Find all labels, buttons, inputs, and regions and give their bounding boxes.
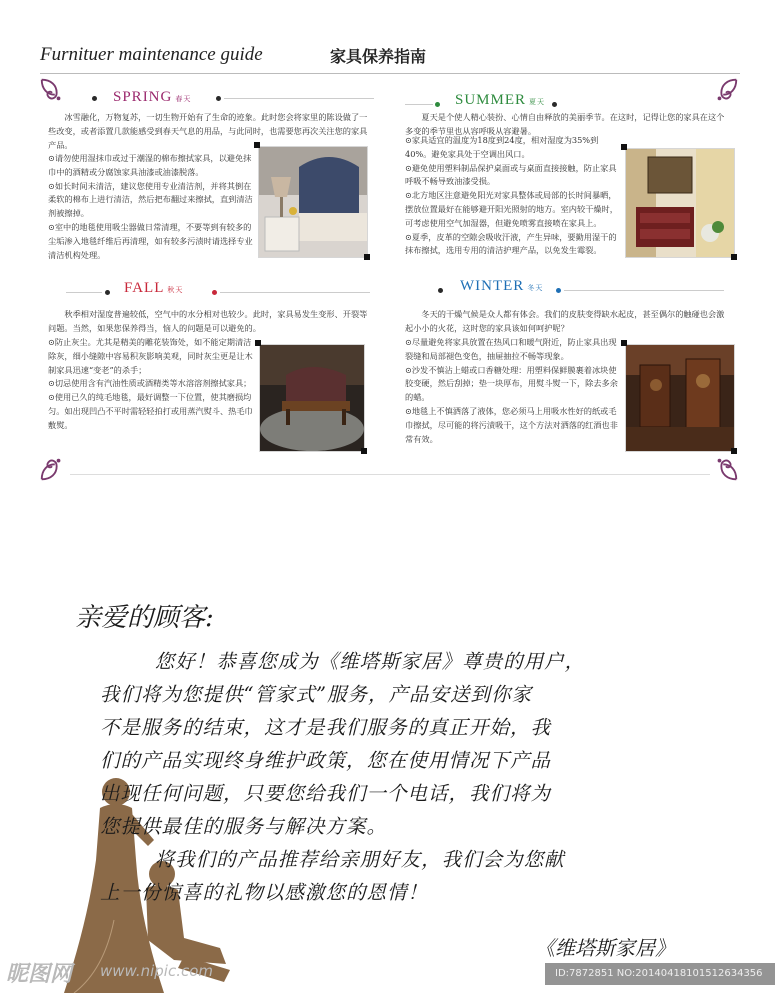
fall-tips: ⊙防止灰尘。尤其是精美的雕花装饰处，如不能定期清洁除灰，细小缝隙中容易积灰影响美观，同时灰尘更是让木制家具迅速“变老”的杀手； ⊙切忌使用含有汽油性质或酒精类等水溶溶剂擦拭家具； ⊙使用已久的纯毛地毯，最好调整一下位置，使其磨损均匀。如出现凹凸不平时需轻轻拍打或用蒸汽熨斗、热毛巾敷熨。 (48, 337, 253, 430)
title-english: Furnituer maintenance guide (40, 44, 263, 65)
letter-line: 们的产品实现终身维护政策，您在使用情况下产品 (100, 749, 552, 772)
summer-photo-corner-tl (621, 144, 627, 150)
winter-intro: 冬天的干燥气候是众人都有体会。我们的皮肤变得缺水起皮，甚至偶尔的触碰也会激起小小的火花，这时您的家具该如何呵护呢？ (405, 309, 725, 333)
summer-heading (455, 92, 545, 109)
winter-chairs-photo (625, 344, 735, 452)
flourish-bottom-left-icon (38, 455, 66, 483)
spring-heading (113, 89, 191, 106)
watermark-url: www.nipic.com (100, 962, 214, 980)
letter-signature: 《维塔斯家居》 (535, 936, 675, 960)
fall-bench-photo (259, 344, 365, 452)
summer-photo-corner-br (731, 254, 737, 260)
letter-line: 您提供最佳的服务与解决方案。 (100, 815, 388, 838)
spring-photo-corner-tl (254, 142, 260, 148)
winter-photo-corner-tl (621, 340, 627, 346)
fall-label-cn: 秋天 (167, 286, 184, 294)
fall-intro: 秋季相对湿度普遍较低，空气中的水分相对也较少。此时，家具易发生变形、开裂等问题。当然，如果您保养得当，恼人的问题是可以避免的。 (48, 309, 368, 333)
flourish-top-right-icon (712, 76, 740, 104)
letter-greeting: 亲爱的顾客: (75, 603, 214, 633)
fall-heading-line-right (220, 292, 370, 293)
winter-heading-line (564, 290, 724, 291)
letter-line: 上一份惊喜的礼物以感激您的恩情！ (100, 881, 429, 904)
flourish-bottom-right-icon (712, 455, 740, 483)
fall-photo-corner-tl (255, 340, 261, 346)
spring-dot-left (92, 96, 97, 101)
letter-line: 不是服务的结束，这才是我们服务的真正开始，我 (100, 716, 552, 739)
winter-heading (460, 278, 543, 295)
spring-heading-line (224, 98, 374, 99)
summer-label: SUMMER (455, 92, 527, 108)
summer-dot-right (552, 102, 557, 107)
letter-line: 出现任何问题，只要您给我们一个电话，我们将为 (100, 782, 552, 805)
summer-dot-left (435, 102, 440, 107)
flourish-top-left-icon (38, 76, 66, 104)
letter-body (100, 645, 705, 909)
title-chinese: 家具保养指南 (330, 47, 427, 66)
summer-label-cn: 夏天 (529, 98, 546, 106)
fall-dot-right (212, 290, 217, 295)
spring-bedroom-photo (258, 146, 368, 258)
winter-dot-left (438, 288, 443, 293)
header-rule (40, 73, 740, 74)
spring-tips: ⊙请勿使用湿抹巾或过于潮湿的棉布擦拭家具，以避免抹巾中的酒精或分腐蚀家具油漆或油漆脱落。 ⊙如长时间未清洁，建议您使用专业清洁剂，并将其倒在柔软的棉布上进行清洁，然后把布翻过来擦拭，直到清洁剂被擦掉。 ⊙室中的地毯使用吸尘器做日常清理，不要等到有较多的尘垢渗入地毯纤维后再清理，如有较多污渍时请选择专业清洁机构处理。 (48, 153, 253, 260)
fall-heading-line-left (66, 292, 102, 293)
fall-heading (124, 280, 183, 297)
spring-dot-right (216, 96, 221, 101)
spring-label-cn: 春天 (175, 95, 192, 103)
summer-heading-line-left (405, 104, 433, 105)
spring-intro: 冰雪融化，万物复苏，一切生物开始有了生命的迹象。此时您会将家里的陈设做了一些改变，或者添置几款能感受到春天气息的用品，与此同时，也需要您再次关注您的家具产品。 (48, 112, 368, 149)
winter-label: WINTER (460, 278, 525, 294)
summer-dresser-photo (625, 148, 735, 258)
watermark-logo: 昵图网 (6, 962, 73, 987)
letter-line: 您好！恭喜您成为《维塔斯家居》尊贵的用户， (154, 650, 586, 673)
watermark-id: ID:7872851 NO:20140418101512634356 (545, 963, 775, 985)
fall-photo-corner-br (361, 448, 367, 454)
summer-intro: 夏天是个使人精心装扮、心情自由释放的美丽季节。在这时，记得让您的家具在这个多变的季节里也从容呼吸从容避暑。 (405, 112, 725, 136)
spring-label: SPRING (113, 89, 173, 105)
spring-spacer (48, 272, 370, 292)
winter-tips: ⊙尽量避免将家具放置在热风口和暖气附近，防止家具出现裂缝和局部褪色变色，抽屉抽拉不畅等现象。 ⊙沙发不慎沾上蜡或口香糖处理：用塑料保鲜膜裹着冰块使胶变硬，然后刮掉；垫一块厚布，用熨斗熨一下，除去多余的蜡。 ⊙地毯上不慎洒落了液体，您必须马上用吸水性好的纸或毛巾擦拭，尽可能的将污渍吸干，这个方法对洒落的红酒也非常有效。 (405, 337, 618, 444)
fall-label: FALL (124, 280, 165, 296)
letter-line: 将我们的产品推荐给亲朋好友，我们会为您献 (154, 848, 565, 871)
winter-photo-corner-br (731, 448, 737, 454)
letter-line: 我们将为您提供“管家式”服务，产品安送到你家 (100, 683, 532, 706)
summer-tips: ⊙家具适宜的温度为18度到24度，相对湿度为35%到40%。避免家具处于空调出风口。 ⊙避免使用塑料制品保护桌面或与桌面直接接触，防止家具呼吸不畅导致油漆受损。 ⊙北方地区注意避免阳光对家具整体或局部的长时间暴晒，摆放位置最好在能够避开阳光照射的地方。室内较干燥时，可考虑使用空气加湿器，但避免喷雾直接喷在家具上。 ⊙夏季，皮革的空隙会吸收汗液，产生异味，要勤用湿干的抹布擦拭，选用专用的清洁护理产品，以免发生霉裂。 (405, 135, 618, 256)
winter-label-cn: 冬天 (527, 284, 544, 292)
spring-photo-corner-br (364, 254, 370, 260)
bottom-rule (70, 474, 710, 475)
winter-dot-right (556, 288, 561, 293)
fall-dot-left (105, 290, 110, 295)
